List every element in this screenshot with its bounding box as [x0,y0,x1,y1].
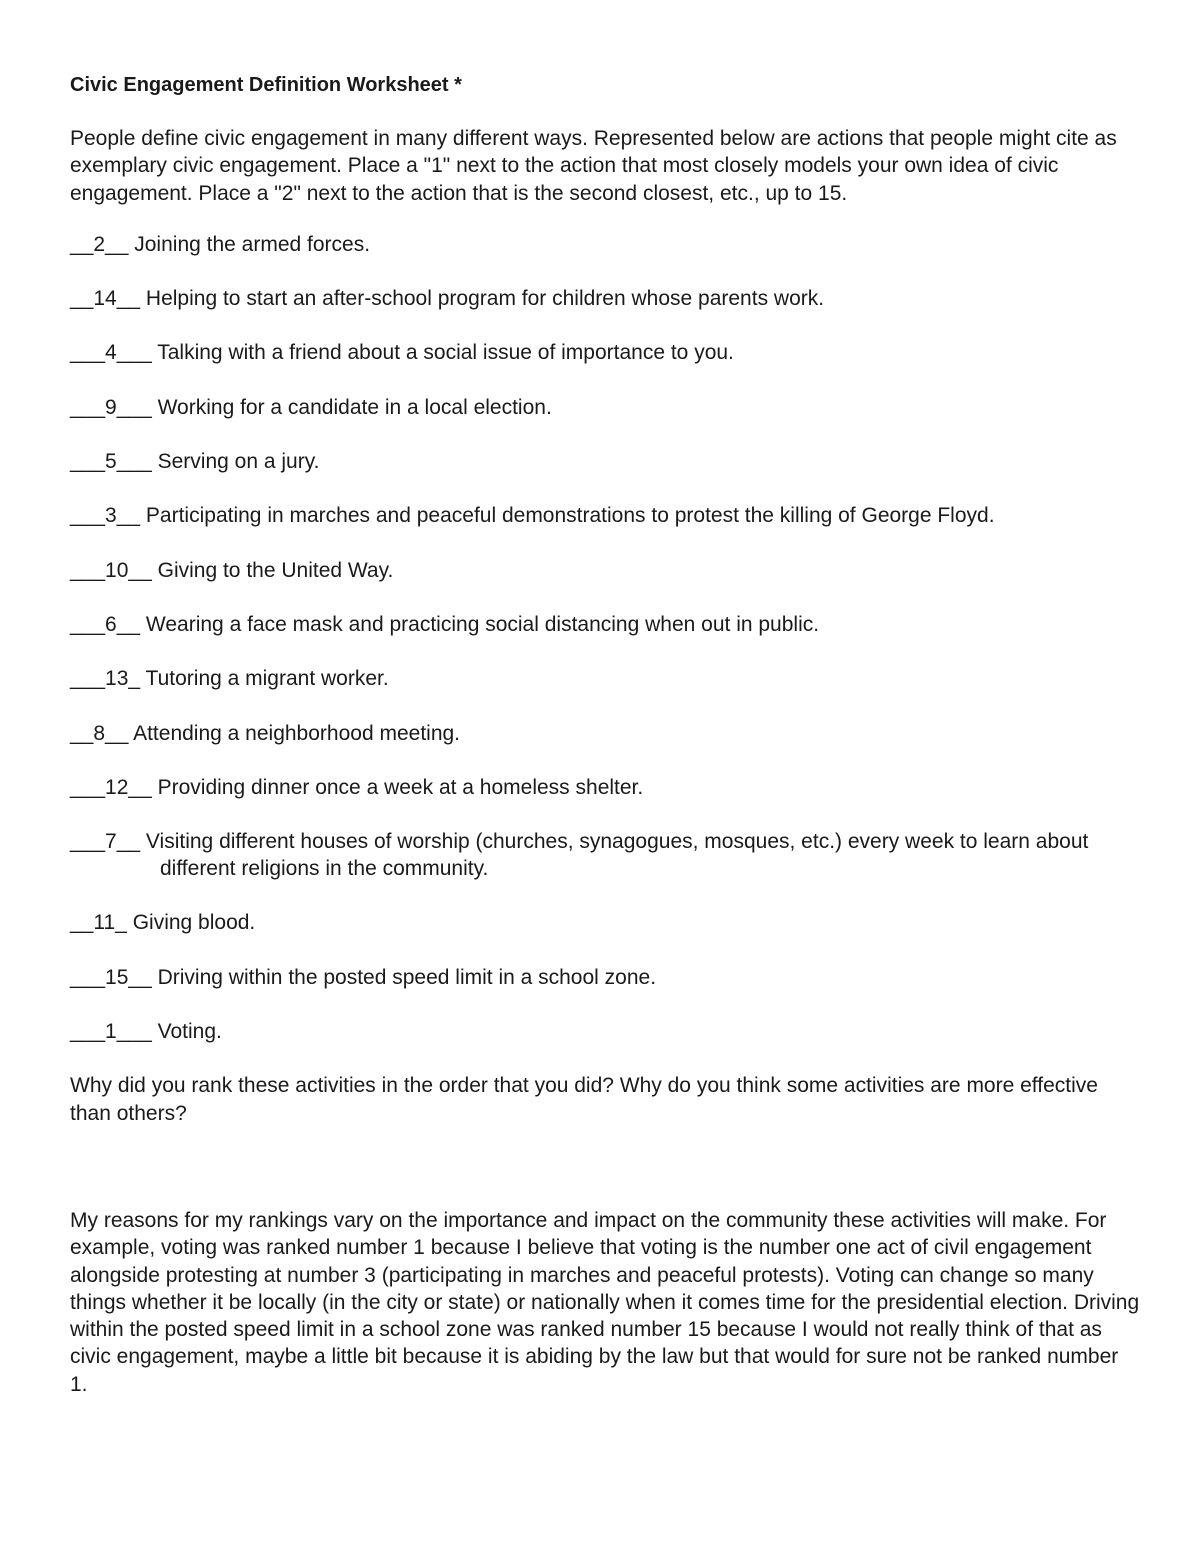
activity-text: Participating in marches and peaceful demonstrations to protest the killing of George Floyd. [145,504,995,528]
reflection-question: Why did you rank these activities in the order that you did? Why do you think some activities are more effective than others? [70,1074,1098,1125]
rank-blank: __2__ [70,232,129,256]
rank-blank: ___7__ [70,830,141,854]
worksheet-title: Civic Engagement Definition Worksheet * [70,74,462,96]
rank-blank: __8__ [70,721,129,745]
activity-text: Wearing a face mask and practicing social distancing when out in public. [145,612,820,636]
rank-blank: ___6__ [70,612,141,636]
activity-text: Providing dinner once a week at a homeless shelter. [157,775,644,799]
ranking-item [70,774,1140,801]
activity-text: Talking with a friend about a social issue of importance to you. [157,341,734,365]
rank-blank: ___9___ [70,395,152,419]
rank-blank: ___5___ [70,450,152,474]
rank-blank: __11_ [70,911,127,935]
ranking-item [70,339,1140,366]
activity-text: Attending a neighborhood meeting. [133,721,461,745]
ranking-item [70,502,1140,529]
rank-blank: __14__ [70,287,141,311]
rank-blank: ___3__ [70,504,141,528]
ranking-item [70,909,1140,936]
activity-text: Giving to the United Way. [157,558,394,582]
activity-text: Serving on a jury. [157,450,320,474]
activity-text: Helping to start an after-school program for children whose parents work. [145,287,825,311]
activity-text: Tutoring a migrant worker. [145,667,389,691]
activity-text: Giving blood. [132,911,256,935]
rank-blank: ___13_ [70,667,141,691]
rank-blank: ___15__ [70,965,152,989]
activity-text: Working for a candidate in a local election. [157,395,552,419]
activity-text: Joining the armed forces. [134,232,371,256]
ranking-item [70,394,1140,421]
ranking-list [70,231,1140,1045]
rank-blank: ___12__ [70,775,152,799]
ranking-item [70,285,1140,312]
ranking-item [70,557,1140,584]
worksheet-instructions: People define civic engagement in many different ways. Represented below are actions that people might cite as exemplary civic engagement. Place a "1" next to the action that most closely models your own idea of civic engagement. Place a "2" next to the action that is the second closest, etc., up to 15. [70,127,1117,205]
ranking-item [70,720,1140,747]
ranking-item [70,611,1140,638]
ranking-item [70,231,1140,258]
activity-text: Visiting different houses of worship (churches, synagogues, mosques, etc.) every week to learn about different religions in the community. [145,830,1089,881]
ranking-item [70,828,1140,882]
rank-blank: ___4___ [70,341,152,365]
ranking-item [70,1018,1140,1045]
reflection-answer: My reasons for my rankings vary on the importance and impact on the community these activities will make. For example, voting was ranked number 1 because I believe that voting is the number one act of civil engagement alongside protesting at number 3 (participating in marches and peaceful protests). Voting can change so many things whether it be locally (in the city or state) or nationally when it comes time for the presidential election. Driving within the posted speed limit in a school zone was ranked number 15 because I would not really think of that as civic engagement, maybe a little bit because it is abiding by the law but that would for sure not be ranked number 1. [70,1208,1140,1396]
activity-text: Driving within the posted speed limit in a school zone. [157,965,657,989]
ranking-item [70,964,1140,991]
ranking-item [70,448,1140,475]
ranking-item [70,665,1140,692]
worksheet-page [70,72,1140,1398]
activity-text: Voting. [157,1020,222,1044]
rank-blank: ___10__ [70,558,152,582]
rank-blank: ___1___ [70,1020,152,1044]
